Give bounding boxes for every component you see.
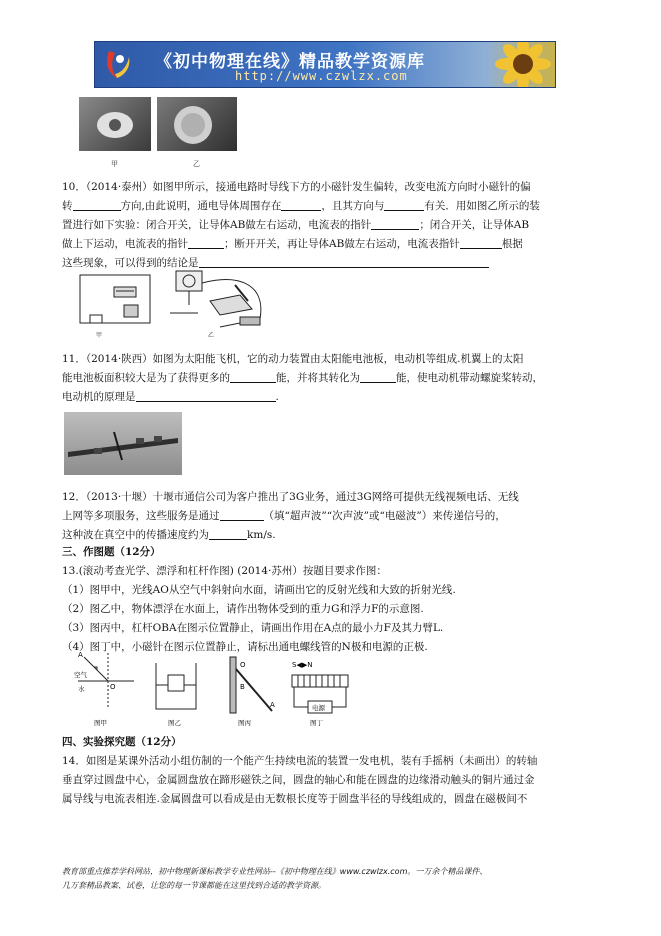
- banner-title: 《初中物理在线》精品教学资源库: [155, 52, 425, 72]
- solar-plane-photo: [64, 412, 182, 475]
- question-11: [62, 350, 592, 407]
- fig-ding-magnet: S◀▶N: [292, 661, 313, 669]
- q11-blank-3[interactable]: [136, 389, 276, 402]
- fig-bing-label-a: A: [270, 701, 275, 709]
- q10-blank-4[interactable]: [371, 217, 419, 230]
- q10-text-2b: 方向,由此说明，通电导体周围存在: [120, 200, 282, 212]
- sunflower-icon: [483, 41, 553, 88]
- q11-blank-1[interactable]: [230, 370, 276, 383]
- disc-icon: [157, 97, 237, 151]
- q10-blank-1[interactable]: [73, 198, 121, 211]
- q13-figures: [64, 645, 364, 730]
- banner-url: http://www.czwlzx.com: [235, 69, 408, 83]
- question-12: [62, 488, 592, 545]
- q14-line-1: 14．如图是某课外活动小组仿制的一个能产生持续电流的装置一发电机，装有手摇柄（未画出）的转轴: [62, 755, 538, 767]
- q11-text-3b: .: [275, 391, 279, 403]
- q11-line-1: 11．（2014·陕西）如图为太阳能飞机，它的动力装置由太阳能电池板，电动机等组成.机翼上的太阳: [62, 353, 524, 365]
- q11-blank-2[interactable]: [360, 370, 396, 383]
- q11-text-2a: 能电池板面积较大是为了获得更多的: [62, 372, 230, 384]
- solar-plane-icon: [64, 412, 182, 475]
- fig-bing-caption: 图丙: [238, 719, 251, 727]
- q10-blank-6[interactable]: [460, 236, 502, 249]
- photo-jia: [79, 97, 151, 151]
- q13-line-3: （2）图乙中，物体漂浮在水面上，请作出物体受到的重力G和浮力F的示意图.: [62, 603, 424, 615]
- q11-text-3a: 电动机的原理是: [62, 391, 136, 403]
- section-3-heading: 三、作图题（12分）: [62, 546, 161, 558]
- fig-ding-source: 电源: [312, 704, 325, 712]
- fig-ding-solenoid: [292, 661, 348, 727]
- q10-text-5: 这些现象，可以得到的结论是: [62, 257, 199, 269]
- question-10: [62, 178, 592, 273]
- fig-bing-label-o: O: [240, 661, 246, 669]
- section-4-heading: 四、实验探究题（12分）: [62, 736, 182, 748]
- fig-jia-light: [74, 651, 134, 727]
- q13-line-2: （1）图甲中，光线AO从空气中斜射向水面，请画出它的反射光线和大致的折射光线.: [62, 584, 456, 596]
- hand-device-icon: [79, 97, 151, 151]
- q10-blank-2[interactable]: [281, 198, 321, 211]
- fig-bing-label-b: B: [240, 683, 245, 691]
- q14-line-2: 垂直穿过圆盘中心，金属圆盘放在蹄形磁铁之间，圆盘的轴心和能在圆盘的边缘滑动触头的铜片通过金: [62, 774, 535, 786]
- fig-yi-float: [156, 663, 196, 727]
- q10-blank-5[interactable]: [188, 236, 224, 249]
- q12-text-2a: 上网等多项服务，这些服务是通过: [62, 510, 220, 522]
- q10-text-4a: 做上下运动，电流表的指针: [62, 238, 188, 250]
- photo-caption-yi: 乙: [193, 160, 200, 168]
- fig-bing-lever: [230, 657, 275, 727]
- q10-caption-jia: 甲: [96, 332, 103, 339]
- q10-line-1: 10．（2014·泰州）如图甲所示，接通电路时导线下方的小磁针发生偏转，改变电流方向时小磁针的偏: [62, 181, 531, 193]
- q13-line-4: （3）图丙中，杠杆OBA在图示位置静止，请画出作用在A点的最小力F及其力臂L.: [62, 622, 444, 634]
- fig-yi-caption: 图乙: [168, 719, 181, 727]
- section-drawing: [62, 543, 592, 657]
- q14-line-3: 属导线与电流表相连.金属圆盘可以看成是由无数根长度等于圆盘半径的导线组成的，圆盘在磁极间不: [62, 793, 528, 805]
- q10-text-4b: ；断开开关，再让导体AB做左右运动，电流表指针: [224, 238, 460, 250]
- fig-ding-caption: 图丁: [310, 719, 323, 727]
- q12-text-3a: 这种波在真空中的传播速度约为: [62, 529, 209, 541]
- fig-jia-caption: 图甲: [94, 719, 107, 727]
- site-logo-icon: [103, 47, 133, 81]
- q11-text-2c: 能，使电动机带动螺旋桨转动，: [396, 372, 543, 384]
- q12-text-2b: （填“超声波”“次声波”或“电磁波”）来传递信号的，: [263, 510, 506, 522]
- q10-blank-3[interactable]: [384, 198, 424, 211]
- page-footer: [62, 865, 602, 893]
- q13-line-5: （4）图丁中，小磁针在图示位置静止，请标出通电螺线管的N极和电源的正极.: [62, 641, 428, 653]
- q13-line-1: 13.(滚动考查光学、漂浮和杠杆作图) (2014·苏州）按题目要求作图：: [62, 565, 387, 577]
- fig-jia-water: 水: [78, 685, 85, 693]
- q10-text-2c: ，且其方向与: [321, 200, 385, 212]
- q10-text-4c: 根据: [501, 238, 523, 250]
- q12-blank-2[interactable]: [209, 527, 247, 540]
- fig-jia-air: 空气: [74, 671, 87, 679]
- q10-figure: [70, 265, 280, 343]
- footer-line-1: 教育部重点推荐学科网站，初中物理新课标教学专业性网站--《初中物理在线》www.czwlzx.com。一万余个精品课件、: [62, 867, 488, 876]
- q11-text-2b: 能，并将其转化为: [276, 372, 360, 384]
- q10-text-2a: 转: [62, 200, 73, 212]
- q12-line-1: 12．（2013·十堰）十堰市通信公司为客户推出了3G业务，通过3G网络可提供无线视频电话、无线: [62, 491, 519, 503]
- q10-text-2d: 有关．用如图乙所示的装: [424, 200, 540, 212]
- footer-line-2: 几万套精品教案、试卷，让您的每一节课都能在这里找到合适的教学资源。: [62, 881, 326, 890]
- q12-blank-1[interactable]: [220, 508, 264, 521]
- photo-yi: [157, 97, 237, 151]
- q12-text-3b: km/s.: [247, 529, 276, 541]
- site-banner: [94, 41, 556, 88]
- fig-jia-label-a: A: [78, 651, 83, 659]
- q10-text-3: 置进行如下实验：闭合开关，让导体AB做左右运动，电流表的指针: [62, 219, 372, 231]
- photo-caption-jia: 甲: [111, 160, 118, 168]
- q10-caption-yi: 乙: [208, 332, 215, 339]
- section-experiment: [62, 733, 592, 809]
- fig-jia-label-o: O: [110, 683, 116, 691]
- q10-text-3b: ；闭合开关，让导体AB: [419, 219, 530, 231]
